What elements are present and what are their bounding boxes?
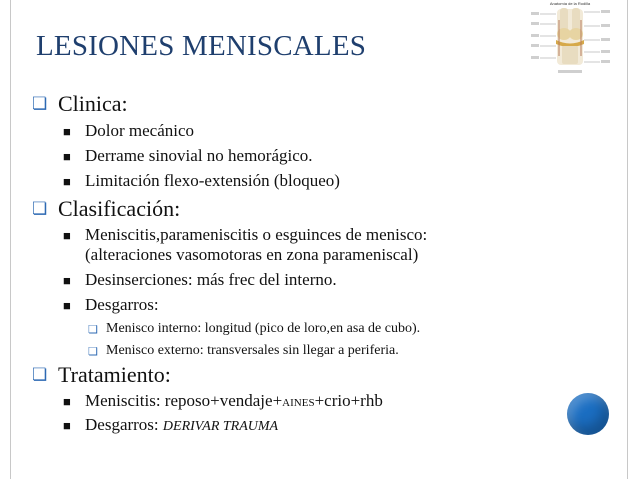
list-item (63, 270, 337, 290)
list-item-text (85, 391, 383, 413)
square-bullet-icon: ■ (63, 228, 71, 243)
bullet-clinica (32, 92, 128, 116)
bullet-tratamiento (32, 363, 171, 387)
list-item-text (85, 225, 427, 265)
sub-list-item-text: Menisco interno: longitud (pico de loro,en asa de cubo). (106, 321, 421, 336)
list-item (63, 146, 313, 166)
open-square-bullet-icon: ❏ (88, 346, 98, 358)
list-item-text: Dolor mecánico (85, 121, 195, 140)
bullet-clasificacion (32, 197, 180, 221)
square-bullet-icon: ■ (63, 394, 71, 409)
section-label-tratamiento: Tratamiento: (58, 362, 171, 387)
text-part: Desgarros: (85, 415, 163, 434)
square-bullet-icon: ■ (63, 149, 71, 164)
square-bullet-icon: ■ (63, 174, 71, 189)
list-item-text: Desgarros: (85, 295, 159, 314)
open-square-bullet-icon: ❏ (32, 94, 48, 113)
knee-image-title: Anatomía de la Rodilla (549, 1, 591, 6)
list-item-text-line1: Meniscitis,parameniscitis o esguinces de menisco: (85, 225, 428, 244)
list-item (63, 391, 383, 413)
list-item (63, 295, 159, 315)
open-square-bullet-icon: ❏ (32, 365, 48, 384)
square-bullet-icon: ■ (63, 124, 71, 139)
open-square-bullet-icon: ❏ (88, 324, 98, 336)
list-item-text (85, 415, 278, 437)
text-part-italic: DERIVAR TRAUMA (162, 419, 279, 434)
list-item (63, 415, 278, 437)
text-part: Meniscitis: reposo+vendaje+ (85, 391, 283, 410)
square-bullet-icon: ■ (63, 418, 71, 433)
sub-list-item-text: Menisco externo: transversales sin llegar a periferia. (106, 343, 399, 358)
open-square-bullet-icon: ❏ (32, 199, 48, 218)
list-item-text: Limitación flexo-extensión (bloqueo) (85, 171, 340, 190)
section-label-clasificacion: Clasificación: (58, 196, 181, 221)
section-label-clinica: Clinica: (58, 91, 128, 116)
list-item (63, 121, 194, 141)
list-item-text: Derrame sinovial no hemorágico. (85, 146, 313, 165)
list-item-text-line2: (alteraciones vasomotoras en zona parameniscal) (85, 245, 419, 264)
text-part: +crio+rhb (314, 391, 383, 410)
slide-title: LESIONES MENISCALES (36, 30, 367, 62)
sub-list-item (88, 343, 399, 358)
list-item (63, 225, 427, 265)
square-bullet-icon: ■ (63, 298, 71, 313)
sub-list-item (88, 321, 420, 336)
list-item (63, 171, 340, 191)
square-bullet-icon: ■ (63, 273, 71, 288)
text-part-small-caps: AINES (282, 397, 315, 409)
list-item-text: Desinserciones: más frec del interno. (85, 270, 337, 289)
decorative-blue-circle (567, 393, 609, 435)
